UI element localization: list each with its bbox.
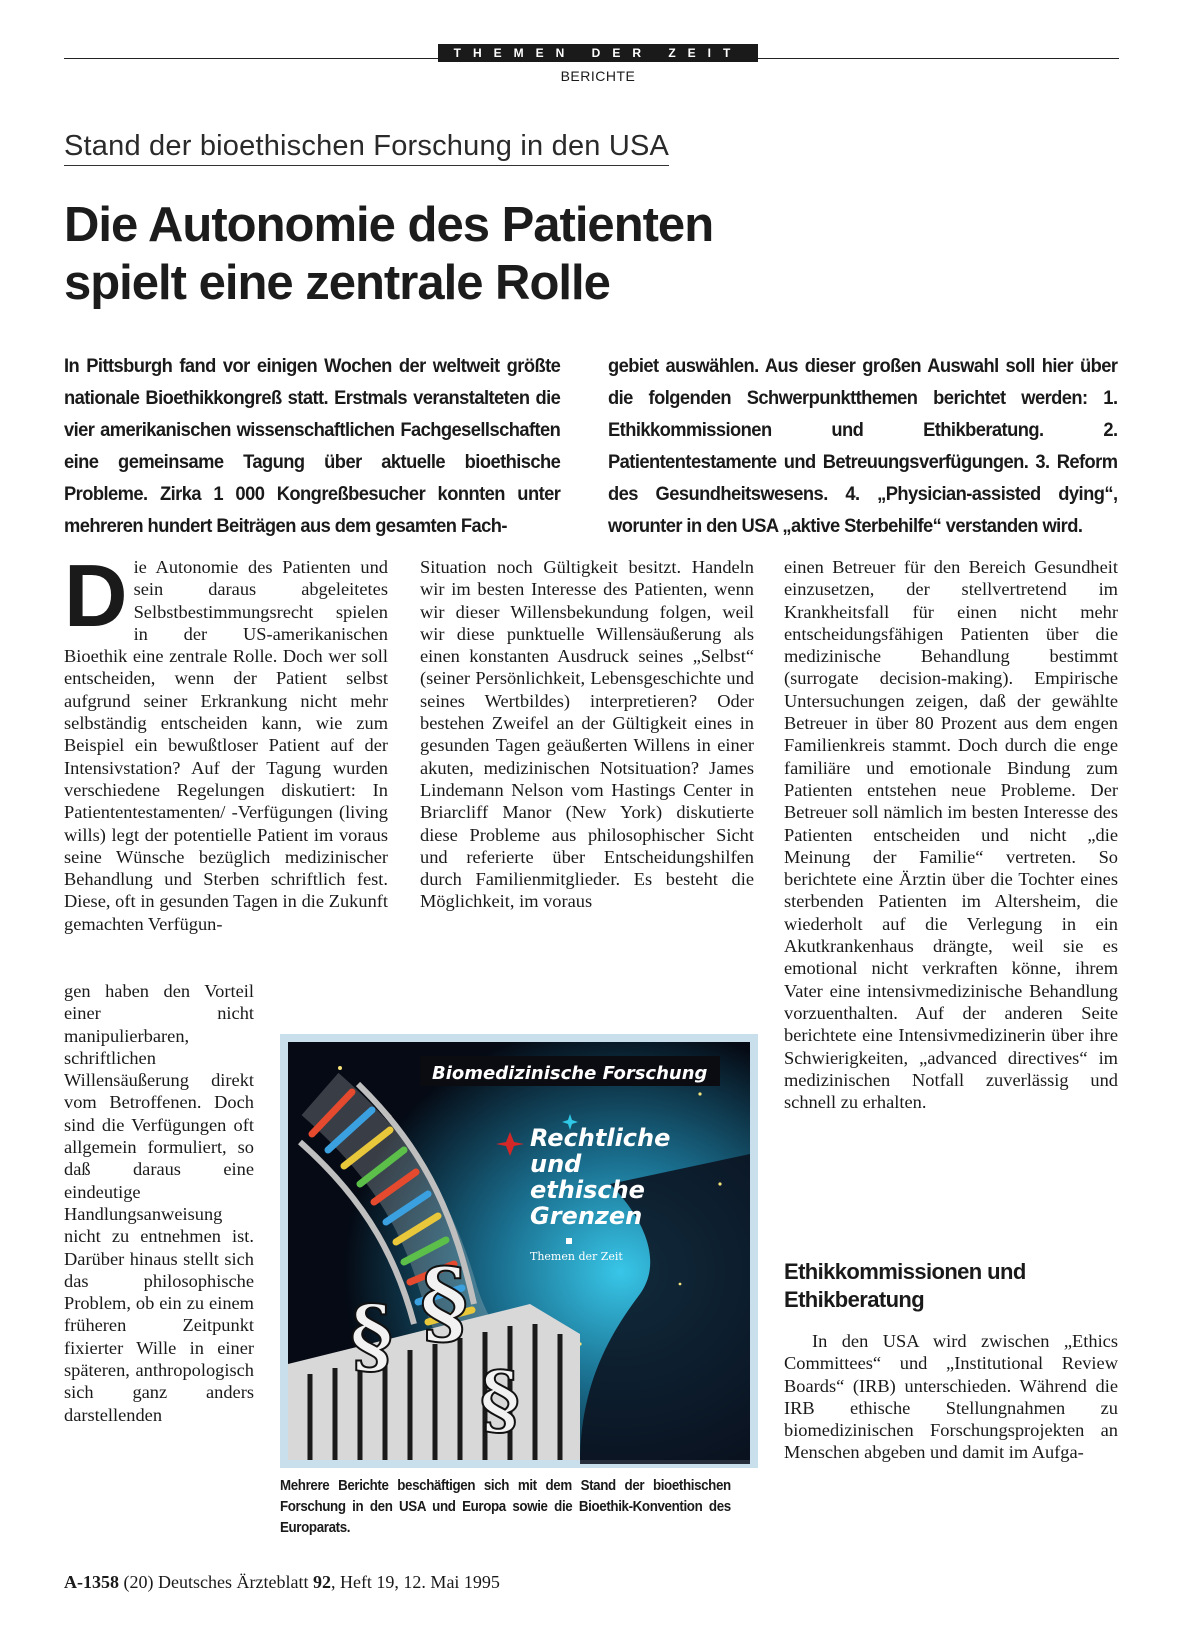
article-illustration [280,1034,758,1468]
svg-text:§: § [480,1355,520,1444]
figure-caption: Mehrere Berichte beschäftigen sich mit dem Stand der bioethischen Forschung in den USA und Europa sowie die Bioethik-Konvention des Europarats. [280,1478,731,1536]
page-number: (20) [123,1572,154,1592]
body-column-1 [64,546,388,935]
body-text-1: ie Autonomie des Patienten und sein daraus abgeleitetes Selbstbestimmungsrecht spielen in der US-amerikanischen Bioethik eine zentrale Rolle. Doch wer soll entscheiden, wenn der Patient selbst aufgrund seiner Erkrankung nicht mehr selbständig entscheiden kann, wie zum Beispiel ein bewußtloser Patient auf der Intensivstation? Auf der Tagung wurden verschiedene Regelungen diskutiert: In Patiententestamenten/ -Verfügungen (living wills) legt der potentielle Patient im voraus seine Wünsche bezüglich medizinischer Behandlung und Sterben schriftlich fest. Diese, oft in gesunden Tagen in die Zukunft gemachten Verfügun- [64,557,388,934]
journal-name: Deutsches Ärzteblatt [158,1572,309,1592]
illustration-graphic [280,1034,758,1468]
section-label: THEMEN DER ZEIT [438,44,758,62]
figure-title-line-1: Rechtliche [530,1124,671,1152]
svg-text:§: § [420,1248,469,1356]
journal-volume: 92 [312,1572,331,1592]
figure-title-line-2: und [530,1150,582,1178]
article-headline [64,196,1124,312]
lead-paragraph-right: gebiet auswählen. Aus dieser großen Auswahl soll hier über die folgenden Schwerpunktthemen berichtet werden: 1. Ethikkommissionen und Ethikberatung. 2. Patiententestamente und Betreuungsverfügungen. 3. Reform des Gesundheitswesens. 4. „Physician-assisted dying“, worunter in den USA „aktive Sterbehilfe“ verstanden wird. [608,355,1118,537]
headline-line-2: spielt eine zentrale Rolle [64,256,610,310]
page-id: A-1358 [64,1572,119,1592]
svg-text:§: § [350,1288,393,1384]
drop-cap: D [64,546,128,645]
banner-text: Biomedizinische Forschung [432,1063,708,1084]
figure-title-line-4: Grenzen [530,1202,643,1230]
body-text-3b: In den USA wird zwischen „Ethics Committees“ und „Institutional Review Boards“ (IRB) unterschieden. Während die IRB ethische Stellungnahmen zu biomedizinischen Forschungsprojekten an Menschen abgeben und damit im Aufga- [784,1331,1118,1463]
lead-paragraph-left: In Pittsburgh fand vor einigen Wochen der weltweit größte nationale Bioethikkongreß statt. Erstmals veranstalteten die vier amerikanischen wissenschaftlichen Fachgesellschaften eine gemeinsame Tagung über aktuelle bioethische Probleme. Zirka 1 000 Kongreßbesucher konnten unter mehreren hundert Beiträgen aus dem gesamten Fach- [64,355,561,537]
body-column-3: einen Betreuer für den Bereich Gesundheit einzusetzen, der stellvertretend im Krankheitsfall für einen nicht mehr entscheidungsfähigen Patienten über die medizinische Behandlung bestimmt (surrogate decision-making). Empirische Untersuchungen zeigen, daß der gewählte Betreuer in über 80 Prozent aus dem engen Familienkreis stammt. Doch durch die enge familiäre und emotionale Bindung zum Patienten entstehen neue Probleme. Der Betreuer soll nämlich im besten Interesse des Patienten entscheiden und nicht „die Meinung der Familie“ vertreten. So berichtete eine Ärztin über die Tochter eines sterbenden Patienten im Altersheim, die wiederholt auf die Verlegung in ein Akutkrankenhaus drängte, weil sie es emotional nicht verkraften könne, ihrem Vater eine intensivmedizinische Behandlung vorzuenthalten. Auf der anderen Seite berichtete eine Intensivmedizinerin über ihre Schwierigkeiten, „advanced directives“ im medizinischen Notfall zuverlässig und schnell zu erhalten. [784,557,1118,1113]
headline-line-1: Die Autonomie des Patienten [64,198,714,252]
section-subheading: Ethikkommissionen und Ethikberatung [784,1259,1026,1312]
title-bullet [566,1238,572,1244]
series-label: Themen der Zeit [530,1250,623,1263]
body-column-3-continued [784,1330,1118,1464]
body-column-2: Situation noch Gültigkeit besitzt. Handeln wir im besten Interesse des Patienten, wenn wir dieser Willensbekundung folgen, weil wir diese punktuelle Willensäußerung als einen konstanten Ausdruck seines „Selbst“ (seiner Persönlichkeit, Lebensgeschichte und seines Wertbildes) interpretieren? Oder bestehen Zweifel an der Gültigkeit eines in gesunden Tagen geäußerten Willens in einer akuten, medizinischen Notsituation? James Lindemann Nelson vom Hastings Center in Briarcliff Manor (New York) diskutierte diese Probleme aus philosophischer Sicht und referierte über Entscheidungshilfen durch Familienmitglieder. Es besteht die Möglichkeit, im voraus [420,557,754,912]
figure-title-line-3: ethische [530,1176,645,1204]
article-kicker: Stand der bioethischen Forschung in den USA [64,130,669,166]
body-column-1-wrap: gen haben den Vorteil einer nicht manipulierbaren, schriftlichen Willensäußerung direkt vom Betroffenen. Doch sind die Verfügungen oft allgemein formuliert, so daß daraus eine eindeutige Handlungsanweisung nicht zu entnehmen ist. Darüber hinaus stellt sich das philosophische Problem, ob ein zu einem früheren Zeitpunkt fixierter Wille in einer späteren, anthropologisch sich ganz anders darstellenden [64,981,254,1425]
journal-issue: Heft 19, 12. Mai 1995 [339,1572,500,1592]
subsection-label: BERICHTE [560,68,636,84]
page-footer: A-1358 (20) Deutsches Ärzteblatt 92, Heft 19, 12. Mai 1995 [64,1572,500,1592]
